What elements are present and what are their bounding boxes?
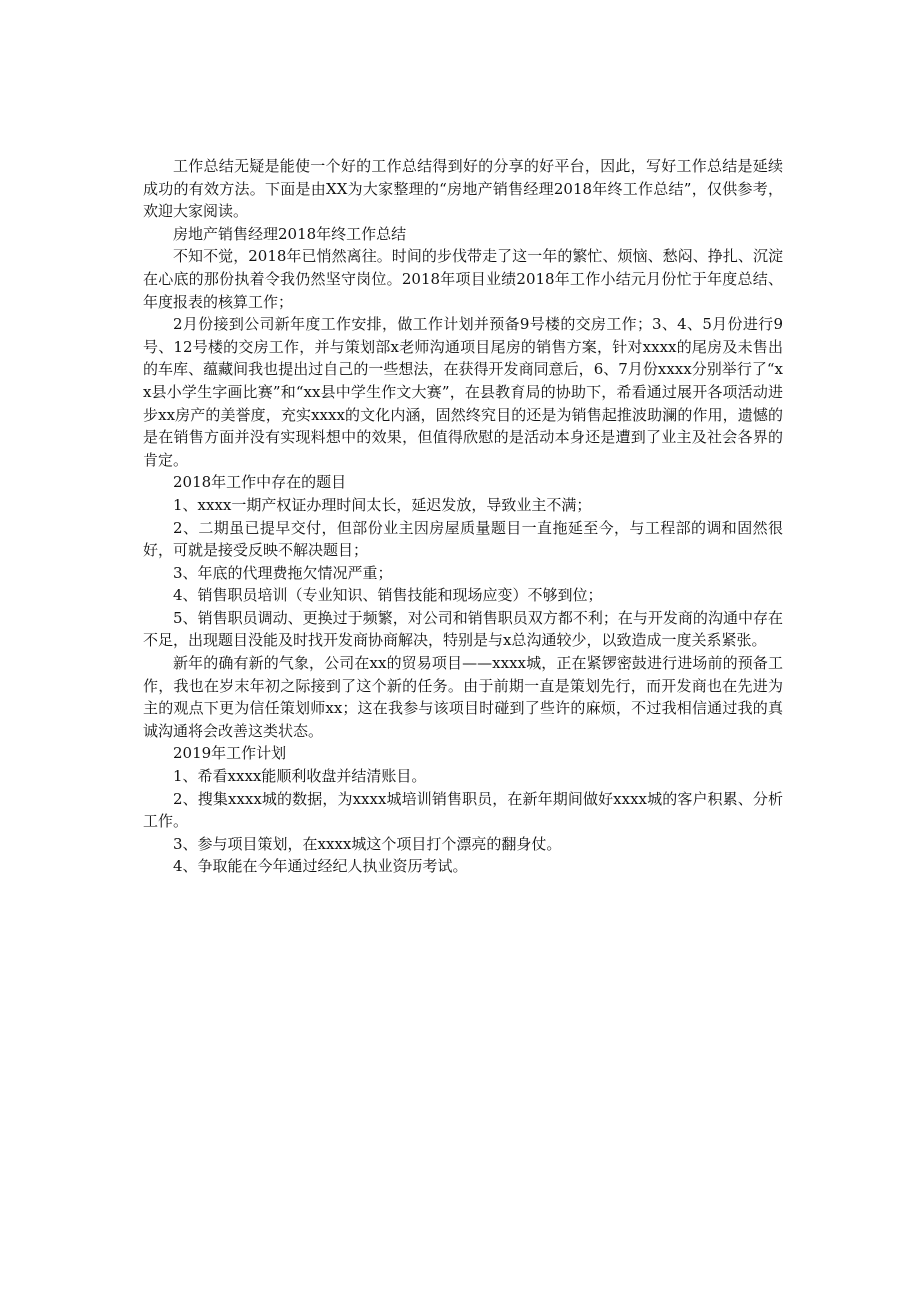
body-paragraph: 新年的确有新的气象，公司在xx的贸易项目——xxxx城，正在紧锣密鼓进行进场前的预备工作，我也在岁末年初之际接到了这个新的任务。由于前期一直是策划先行，而开发商也在先进为主的观点下更为信任策划师xx；这在我参与该项目时碰到了些许的麻烦，不过我相信通过我的真诚沟通将会改善这类状态。 (143, 654, 783, 740)
section-heading-plan: 2019年工作计划 (173, 744, 287, 763)
list-item: 4、销售职员培训（专业知识、销售技能和现场应变）不够到位； (173, 586, 603, 605)
list-item: 2、二期虽已提早交付，但部份业主因房屋质量题目一直拖延至今，与工程部的调和固然很好，可就是接受反映不解决题目； (143, 518, 783, 560)
intro-paragraph: 工作总结无疑是能使一个好的工作总结得到好的分享的好平台，因此，写好工作总结是延续成功的有效方法。下面是由XX为大家整理的“房地产销售经理2018年终工作总结”，仅供参考，欢迎大家阅读。 (143, 157, 783, 221)
list-item: 3、参与项目策划，在xxxx城这个项目打个漂亮的翻身仗。 (173, 834, 562, 853)
list-item: 5、销售职员调动、更换过于频繁，对公司和销售职员双方都不利；在与开发商的沟通中存在不足，出现题目没能及时找开发商协商解决，特别是与x总沟通较少，以致造成一度关系紧张。 (143, 608, 783, 650)
section-heading-problems: 2018年工作中存在的题目 (173, 473, 347, 492)
list-item: 2、搜集xxxx城的数据，为xxxx城培训销售职员，在新年期间做好xxxx城的客户积累、分析工作。 (143, 789, 783, 831)
body-paragraph: 2月份接到公司新年度工作安排，做工作计划并预备9号楼的交房工作；3、4、5月份进行9号、12号楼的交房工作，并与策划部x老师沟通项目尾房的销售方案，针对xxxx的尾房及未售出的车库、蕴藏间我也提出过自己的一些想法，在获得开发商同意后，6、7月份xxxx分别举行了“xx县小学生字画比赛”和“xx县中学生作文大赛”，在县教育局的协助下，希看通过展开各项活动进步xx房产的美誉度，充实xxxx的文化内涵，固然终究目的还是为销售起推波助澜的作用，遗憾的是在销售方面并没有实现料想中的效果，但值得欣慰的是活动本身还是遭到了业主及社会各界的肯定。 (143, 315, 783, 469)
list-item: 3、年底的代理费拖欠情况严重； (173, 563, 393, 582)
list-item: 1、xxxx一期产权证办理时间太长，延迟发放，导致业主不满； (173, 495, 592, 514)
document-title: 房地产销售经理2018年终工作总结 (173, 224, 407, 243)
document-body (143, 155, 783, 878)
list-item: 4、争取能在今年通过经纪人执业资历考试。 (173, 857, 468, 876)
body-paragraph: 不知不觉，2018年已悄然离往。时间的步伐带走了这一年的繁忙、烦恼、愁闷、挣扎、沉淀在心底的那份执着令我仍然坚守岗位。2018年项目业绩2018年工作小结元月份忙于年度总结、年度报表的核算工作； (143, 247, 783, 311)
list-item: 1、希看xxxx能顺利收盘并结清账目。 (173, 767, 427, 786)
